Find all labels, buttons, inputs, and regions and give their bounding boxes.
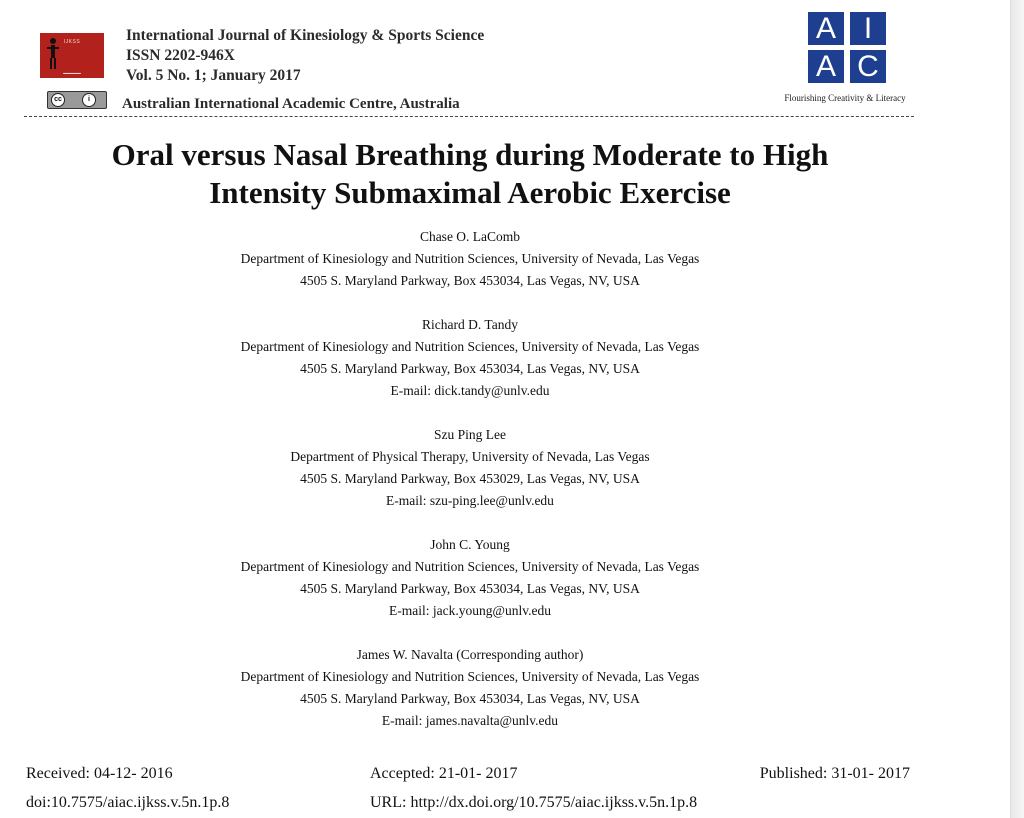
journal-name: International Journal of Kinesiology & Sports Science [126, 27, 485, 44]
author-department: Department of Kinesiology and Nutrition Sciences, University of Nevada, Las Vegas [240, 251, 700, 266]
accepted-date: Accepted: 21-01- 2017 [370, 765, 518, 782]
author-name: Richard D. Tandy [422, 317, 518, 332]
author-block [0, 314, 940, 402]
title-line: Oral versus Nasal Breathing during Moderate to High [111, 137, 829, 172]
author-block [0, 226, 940, 292]
cc-icon: cc [51, 93, 65, 107]
publisher-name: Australian International Academic Centre, Australia [122, 96, 460, 112]
publication-dates [26, 765, 910, 785]
author-address: 4505 S. Maryland Parkway, Box 453034, Las Vegas, NV, USA [300, 361, 640, 376]
author-address: 4505 S. Maryland Parkway, Box 453034, Las Vegas, NV, USA [300, 581, 640, 596]
paper-title [0, 136, 940, 212]
author-address: 4505 S. Maryland Parkway, Box 453034, Las Vegas, NV, USA [300, 273, 640, 288]
journal-logo-text: IJKSS [63, 39, 81, 45]
title-line: Intensity Submaximal Aerobic Exercise [209, 175, 731, 210]
journal-info [126, 26, 484, 86]
article-url[interactable]: URL: http://dx.doi.org/10.7575/aiac.ijkss.v.5n.1p.8 [370, 794, 698, 811]
author-name: Chase O. LaComb [419, 229, 521, 244]
author-department: Department of Kinesiology and Nutrition Sciences, University of Nevada, Las Vegas [240, 339, 700, 354]
author-department: Department of Physical Therapy, University of Nevada, Las Vegas [290, 449, 650, 464]
author-department: Department of Kinesiology and Nutrition Sciences, University of Nevada, Las Vegas [240, 559, 700, 574]
page-edge [1010, 0, 1024, 818]
aiac-logo [808, 12, 886, 84]
author-address: 4505 S. Maryland Parkway, Box 453029, Las Vegas, NV, USA [300, 471, 640, 486]
journal-issn: ISSN 2202-946X [126, 47, 235, 64]
author-block [0, 534, 940, 622]
author-name: Szu Ping Lee [434, 427, 506, 442]
author-email[interactable]: E-mail: dick.tandy@unlv.edu [390, 383, 550, 398]
journal-logo-subtext: ▬▬▬▬▬ [63, 71, 81, 75]
author-block [0, 424, 940, 512]
aiac-letter: A [808, 12, 844, 45]
author-email[interactable]: E-mail: james.navalta@unlv.edu [381, 713, 559, 728]
article-links [26, 794, 910, 814]
doi-link[interactable]: doi:10.7575/aiac.ijkss.v.5n.1p.8 [26, 794, 230, 811]
author-block [0, 644, 940, 732]
journal-logo [40, 33, 104, 78]
author-list [0, 226, 940, 754]
aiac-letter: C [850, 50, 886, 83]
author-department: Department of Kinesiology and Nutrition Sciences, University of Nevada, Las Vegas [240, 669, 700, 684]
published-date: Published: 31-01- 2017 [759, 765, 910, 782]
author-name: James W. Navalta (Corresponding author) [356, 647, 584, 662]
attribution-icon: i [82, 93, 96, 107]
aiac-tagline: Flourishing Creativity & Literacy [784, 93, 906, 103]
author-email[interactable]: E-mail: szu-ping.lee@unlv.edu [386, 493, 554, 508]
cc-license-badge[interactable] [47, 91, 107, 109]
aiac-letter: I [850, 12, 886, 45]
author-email[interactable]: E-mail: jack.young@unlv.edu [389, 603, 551, 618]
journal-volume: Vol. 5 No. 1; January 2017 [126, 67, 301, 84]
header-divider [24, 116, 914, 117]
author-address: 4505 S. Maryland Parkway, Box 453034, Las Vegas, NV, USA [300, 691, 640, 706]
received-date: Received: 04-12- 2016 [26, 765, 173, 782]
aiac-letter: A [808, 50, 844, 83]
author-name: John C. Young [430, 537, 510, 552]
